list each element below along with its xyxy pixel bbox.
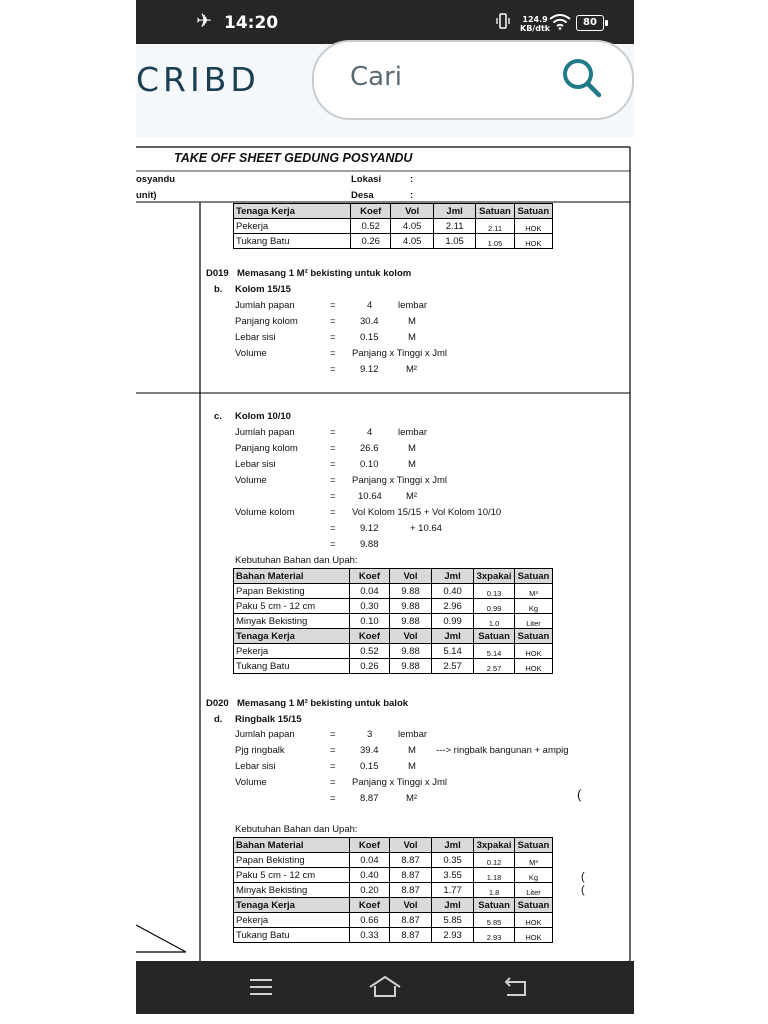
table-cell: 3xpakai [474, 569, 515, 584]
calc-eq: = [330, 539, 336, 550]
phone-screen [136, 0, 634, 1024]
calc-unit: M² [406, 364, 418, 375]
item-label-d: d. [214, 714, 223, 725]
calc-value: Vol Kolom 15/15 + Vol Kolom 10/10 [352, 507, 502, 518]
desa-label: Desa [351, 190, 374, 201]
margin-mark: ( [581, 884, 585, 896]
item-title-c: Kolom 10/10 [235, 411, 291, 422]
table-cell: 5.14 [474, 644, 515, 659]
calc-eq: = [330, 316, 336, 327]
calc-value: 10.64 [358, 491, 382, 502]
calc-eq: = [330, 348, 336, 359]
table-cell: 2.93 [474, 928, 515, 943]
left-label-2: unit) [136, 190, 157, 201]
calc-eq: = [330, 491, 336, 502]
table-header-row [234, 838, 553, 853]
network-speed-unit: KB/dtk [520, 24, 551, 33]
calc-value: 3 [367, 729, 373, 740]
table-cell: Pekerja [234, 219, 351, 234]
search-icon[interactable] [560, 56, 604, 100]
table-cell: 2.93 [432, 928, 474, 943]
table-cell: Satuan [474, 898, 515, 913]
section-code-d020: D020 [206, 698, 229, 709]
menu-icon[interactable] [248, 974, 274, 1000]
table-cell: Tukang Batu [234, 234, 351, 249]
calc-unit: M [408, 761, 416, 772]
table-row [234, 584, 553, 599]
calc-label: Jumlah papan [235, 729, 295, 740]
table-cell: Kg [515, 599, 553, 614]
calc-unit: lembar [398, 427, 428, 438]
material-table-c [233, 568, 553, 674]
calc-label: Lebar sisi [235, 459, 276, 470]
table-cell: 0.40 [349, 868, 389, 883]
calc-eq: = [330, 300, 336, 311]
calc-unit: M [408, 459, 416, 470]
table-cell: 2.11 [476, 219, 514, 234]
table-cell: M³ [515, 853, 553, 868]
table-cell: 0.26 [349, 659, 389, 674]
table-cell: 2.11 [433, 219, 475, 234]
table-cell: 5.85 [474, 913, 515, 928]
table-cell: 8.87 [389, 928, 431, 943]
table-cell: Jml [432, 898, 474, 913]
table-cell: 8.87 [389, 853, 431, 868]
table-row [234, 599, 553, 614]
calc-value: Panjang x Tinggi x Jml [352, 475, 448, 486]
table-cell: Bahan Material [234, 838, 350, 853]
table-cell: Koef [349, 838, 389, 853]
calc-eq: = [330, 475, 336, 486]
table-cell: Jml [432, 569, 474, 584]
table-row [234, 883, 553, 898]
calc-unit: M [408, 316, 416, 327]
scribd-logo[interactable]: CRIBD [136, 60, 260, 99]
table-cell: Satuan [515, 838, 553, 853]
table-cell: 1.8 [474, 883, 515, 898]
calc-unit: M² [406, 793, 418, 804]
table-cell: 0.52 [349, 644, 389, 659]
table-cell: 0.52 [351, 219, 391, 234]
table-cell: 9.88 [389, 584, 431, 599]
material-table-d [233, 837, 553, 943]
calc-value: 39.4 [360, 745, 379, 756]
table-header-row [234, 898, 553, 913]
table-cell: Satuan [515, 569, 553, 584]
table-cell: HOK [515, 928, 553, 943]
calc-unit: M [408, 745, 416, 756]
calc-unit: M² [406, 491, 418, 502]
calc-eq: = [330, 745, 336, 756]
table-cell: M³ [515, 584, 553, 599]
calc-value: Panjang x Tinggi x Jml [352, 348, 448, 359]
labor-table-top [233, 203, 553, 249]
kebutuhan-label-d: Kebutuhan Bahan dan Upah: [235, 824, 358, 835]
calc-eq: = [330, 443, 336, 454]
status-bar [136, 0, 634, 44]
table-cell: 0.12 [474, 853, 515, 868]
margin-mark: ( [577, 787, 582, 802]
calc-note: ---> ringbalk bangunan + ampig [436, 745, 569, 756]
table-cell: Tukang Batu [234, 659, 350, 674]
table-cell: 1.05 [433, 234, 475, 249]
table-cell: 5.85 [432, 913, 474, 928]
table-cell: Koef [349, 569, 389, 584]
table-cell: Koef [349, 629, 389, 644]
table-cell: HOK [514, 219, 552, 234]
table-cell: Jml [433, 204, 475, 219]
section-title-d020: Memasang 1 M² bekisting untuk balok [237, 698, 409, 709]
margin-mark: ( [581, 871, 585, 883]
calc-label: Panjang kolom [235, 443, 298, 454]
left-label-1: osyandu [136, 174, 176, 185]
document-title: TAKE OFF SHEET GEDUNG POSYANDU [174, 151, 413, 165]
calc-eq: = [330, 332, 336, 343]
table-cell: Vol [389, 569, 431, 584]
table-cell: 9.88 [389, 644, 431, 659]
table-cell: Jml [432, 629, 474, 644]
calc-eq: = [330, 523, 336, 534]
table-cell: Satuan [474, 629, 515, 644]
battery-icon: 80 [576, 15, 604, 31]
table-row [234, 868, 553, 883]
calc-label: Volume kolom [235, 507, 295, 518]
table-row [234, 853, 553, 868]
table-row [234, 219, 553, 234]
calc-eq: = [330, 777, 336, 788]
item-title-b: Kolom 15/15 [235, 284, 291, 295]
table-cell: 3xpakai [474, 838, 515, 853]
table-cell: 2.96 [432, 599, 474, 614]
item-label-b: b. [214, 284, 223, 295]
table-cell: Vol [389, 898, 431, 913]
table-cell: 4.05 [391, 219, 433, 234]
table-cell: Satuan [515, 629, 553, 644]
search-input[interactable] [312, 40, 634, 120]
section-code-d019: D019 [206, 268, 229, 279]
table-cell: Pekerja [234, 913, 350, 928]
calc-value: 9.12 [360, 523, 379, 534]
table-cell: 0.30 [349, 599, 389, 614]
table-row [234, 913, 553, 928]
table-cell: 9.88 [389, 659, 431, 674]
table-cell: Koef [351, 204, 391, 219]
calc-label: Volume [235, 475, 267, 486]
calc-eq: = [330, 793, 336, 804]
calc-unit: lembar [398, 729, 428, 740]
table-cell: Minyak Bekisting [234, 883, 350, 898]
table-row [234, 659, 553, 674]
table-row [234, 614, 553, 629]
table-cell: Pekerja [234, 644, 350, 659]
table-header-row [234, 629, 553, 644]
calc-value: 8.87 [360, 793, 379, 804]
calc-value: 30.4 [360, 316, 379, 327]
calc-value: 26.6 [360, 443, 379, 454]
network-speed-value: 124.9 [522, 15, 548, 24]
table-cell: 1.77 [432, 883, 474, 898]
table-cell: 9.88 [389, 614, 431, 629]
item-title-d: Ringbalk 15/15 [235, 714, 302, 725]
calc-value: 0.10 [360, 459, 379, 470]
calc-label: Volume [235, 348, 267, 359]
table-cell: HOK [515, 659, 553, 674]
table-cell: Tenaga Kerja [234, 204, 351, 219]
item-label-c: c. [214, 411, 222, 422]
table-header-row [234, 569, 553, 584]
table-cell: 0.04 [349, 584, 389, 599]
calc-value: 9.12 [360, 364, 379, 375]
table-cell: HOK [514, 234, 552, 249]
home-icon[interactable] [368, 974, 402, 1000]
search-placeholder: Cari [350, 62, 402, 92]
calc-unit: M [408, 332, 416, 343]
calc-eq: = [330, 427, 336, 438]
table-cell: Liter [515, 883, 553, 898]
back-icon[interactable] [502, 974, 530, 1000]
lokasi-label: Lokasi [351, 174, 382, 185]
calc-label: Pjg ringbalk [235, 745, 285, 756]
table-cell: 1.0 [474, 614, 515, 629]
calc-value: 9.88 [360, 539, 379, 550]
table-cell: 2.57 [432, 659, 474, 674]
calc-value: 0.15 [360, 332, 379, 343]
table-cell: Tukang Batu [234, 928, 350, 943]
table-cell: Tenaga Kerja [234, 629, 350, 644]
document-page [136, 137, 634, 961]
table-cell: Tenaga Kerja [234, 898, 350, 913]
calc-value: 4 [367, 427, 373, 438]
table-cell: 5.14 [432, 644, 474, 659]
table-cell: Vol [389, 629, 431, 644]
table-row [234, 644, 553, 659]
table-cell: 4.05 [391, 234, 433, 249]
network-speed [520, 15, 550, 33]
table-cell: 0.66 [349, 913, 389, 928]
table-cell: 0.26 [351, 234, 391, 249]
calc-value: Panjang x Tinggi x Jml [352, 777, 448, 788]
table-cell: 0.99 [474, 599, 515, 614]
table-cell: 0.04 [349, 853, 389, 868]
calc-label: Jumlah papan [235, 300, 295, 311]
calc-eq: = [330, 364, 336, 375]
calc-eq: = [330, 459, 336, 470]
airplane-mode-icon: ✈ [196, 10, 212, 32]
table-cell: Satuan [476, 204, 514, 219]
table-cell: Jml [432, 838, 474, 853]
lokasi-colon: : [410, 174, 414, 185]
table-cell: Paku 5 cm - 12 cm [234, 599, 350, 614]
calc-unit: + 10.64 [410, 523, 442, 534]
table-cell: 0.13 [474, 584, 515, 599]
calc-label: Lebar sisi [235, 761, 276, 772]
app-header [136, 44, 634, 137]
table-cell: Satuan [514, 204, 552, 219]
calc-value: 0.15 [360, 761, 379, 772]
table-cell: HOK [515, 644, 553, 659]
table-cell: 0.20 [349, 883, 389, 898]
status-time: 14:20 [224, 13, 279, 33]
table-cell: Liter [515, 614, 553, 629]
calc-value: 4 [367, 300, 373, 311]
table-cell: Bahan Material [234, 569, 350, 584]
calc-label: Panjang kolom [235, 316, 298, 327]
table-row [234, 234, 553, 249]
table-cell: 0.99 [432, 614, 474, 629]
calc-unit: lembar [398, 300, 428, 311]
calc-label: Volume [235, 777, 267, 788]
calc-unit: M [408, 443, 416, 454]
table-cell: 8.87 [389, 913, 431, 928]
calc-label: Jumlah papan [235, 427, 295, 438]
calc-eq: = [330, 729, 336, 740]
desa-colon: : [410, 190, 414, 201]
table-cell: 0.10 [349, 614, 389, 629]
calc-eq: = [330, 507, 336, 518]
table-cell: Paku 5 cm - 12 cm [234, 868, 350, 883]
table-cell: 9.88 [389, 599, 431, 614]
section-title-d019: Memasang 1 M² bekisting untuk kolom [237, 268, 412, 279]
table-cell: Koef [349, 898, 389, 913]
table-row [234, 928, 553, 943]
table-cell: 0.40 [432, 584, 474, 599]
table-cell: HOK [515, 913, 553, 928]
table-cell: 1.18 [474, 868, 515, 883]
calc-label: Lebar sisi [235, 332, 276, 343]
table-header-row [234, 204, 553, 219]
table-cell: 0.35 [432, 853, 474, 868]
table-cell: 8.87 [389, 883, 431, 898]
kebutuhan-label-c: Kebutuhan Bahan dan Upah: [235, 555, 358, 566]
vibrate-icon [496, 13, 510, 29]
table-cell: 8.87 [389, 868, 431, 883]
android-nav-bar [136, 961, 634, 1014]
table-cell: Vol [391, 204, 433, 219]
table-cell: Papan Bekisting [234, 584, 350, 599]
table-cell: Vol [389, 838, 431, 853]
table-cell: Minyak Bekisting [234, 614, 350, 629]
table-cell: Kg [515, 868, 553, 883]
table-cell: 0.33 [349, 928, 389, 943]
table-cell: Papan Bekisting [234, 853, 350, 868]
calc-eq: = [330, 761, 336, 772]
wifi-icon [549, 14, 571, 30]
table-cell: 2.57 [474, 659, 515, 674]
table-cell: 3.55 [432, 868, 474, 883]
bottom-edge [136, 1014, 634, 1024]
table-cell: Satuan [515, 898, 553, 913]
table-cell: 1.05 [476, 234, 514, 249]
